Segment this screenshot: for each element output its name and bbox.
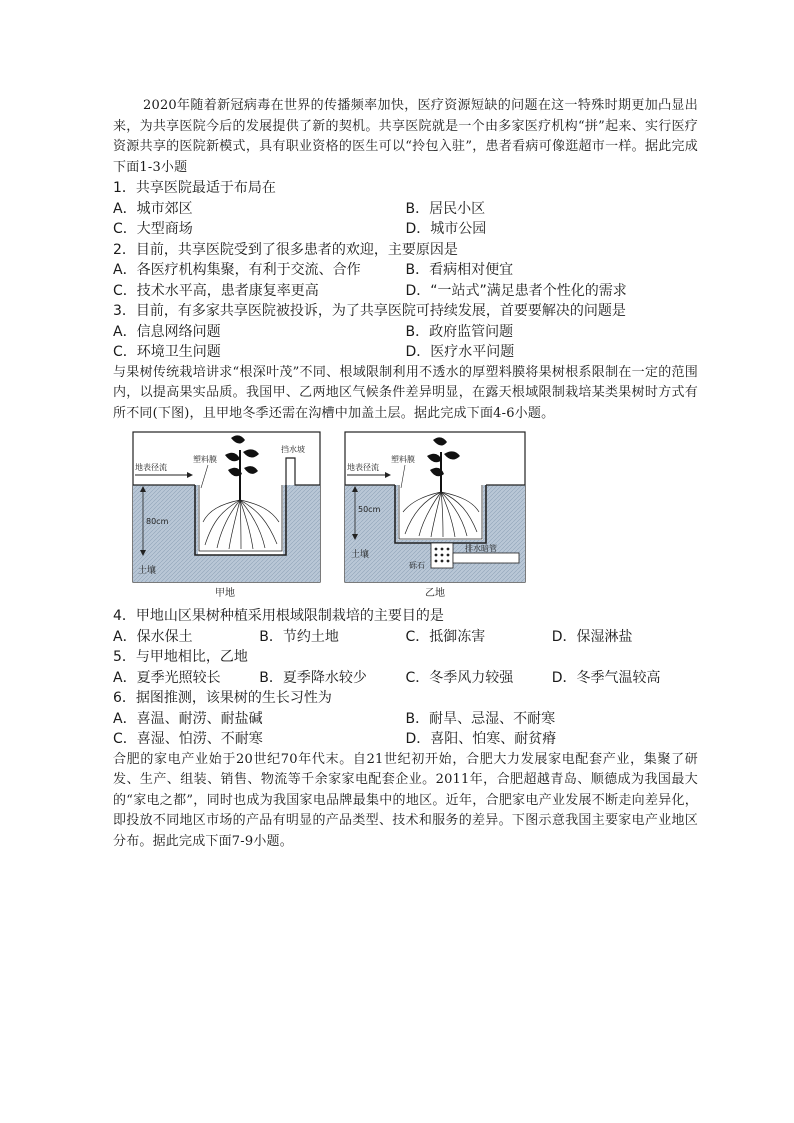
passage-2: 与果树传统栽培讲求“根深叶茂”不同、根域限制利用不透水的厚塑料膜将果树根系限制在一定的范围内，以提高果实品质。我国甲、乙两地区气候条件差异明显，在露天根域限制栽培某类果树时方式有所不同(下图)，且甲地冬季还需在沟槽中加盖土层。据此完成下面4-6小题。 [113, 364, 698, 421]
option: C．大型商场 [113, 221, 193, 237]
question-group-2 [113, 606, 698, 750]
question-3-stem: 3．目前，有多家共享医院被投诉，为了共享医院可持续发展，首要要解决的问题是 [113, 303, 626, 319]
label-soil-right: 土壤 [351, 550, 370, 560]
option: B．政府监管问题 [405, 323, 514, 340]
option: A．各医疗机构集聚，有利于交流、合作 [113, 262, 361, 278]
question-6-options [113, 709, 698, 750]
panel-left [133, 432, 320, 582]
option: A．城市郊区 [113, 200, 193, 217]
option: C．环境卫生问题 [113, 344, 221, 360]
label-plastic-left: 塑料膜 [193, 455, 217, 464]
option: B．看病相对便宜 [405, 262, 514, 278]
panel-right [345, 432, 525, 582]
option: D．“一站式”满足患者个性化的需求 [405, 282, 627, 299]
option: B．夏季降水较少 [259, 669, 367, 686]
label-gravel-right: 砾石 [409, 561, 425, 570]
label-depth-left: 80cm [146, 517, 169, 526]
question-5-options [113, 668, 698, 689]
option: C．喜湿、怕涝、不耐寒 [113, 731, 263, 747]
question-4-options [113, 627, 698, 648]
figure-svg [113, 430, 698, 602]
question-5-stem: 5．与甲地相比，乙地 [113, 649, 248, 665]
label-depth-right: 50cm [358, 505, 381, 514]
option: A．喜温、耐涝、耐盐碱 [113, 710, 263, 727]
question-6-stem: 6．据图推测，该果树的生长习性为 [113, 690, 332, 706]
option: D．城市公园 [405, 221, 487, 237]
option: C．技术水平高，患者康复率更高 [113, 282, 319, 299]
label-cover-left: 挡水坡 [281, 445, 305, 454]
question-3-options [113, 322, 698, 363]
question-group-1 [113, 178, 698, 363]
label-drain-right: 排水暗管 [465, 544, 497, 553]
option: A．保水保土 [113, 628, 193, 645]
option: A．夏季光照较长 [113, 669, 221, 686]
label-runoff-left: 地表径流 [135, 463, 167, 472]
question-4-stem: 4．甲地山区果树种植采用根域限制栽培的主要目的是 [113, 608, 444, 624]
question-2-options [113, 260, 698, 301]
label-plastic-right: 塑料膜 [391, 455, 415, 464]
option: B．居民小区 [405, 200, 486, 217]
passage-1: 2020年随着新冠病毒在世界的传播频率加快，医疗资源短缺的问题在这一特殊时期更加凸显出来，为共享医院今后的发展提供了新的契机。共享医院就是一个由多家医疗机构“拼”起来、实行医疗资源共享的医院新模式，具有职业资格的医生可以“拎包入驻”，患者看病可像逛超市一样。据此完成下面1-3小题 [113, 98, 698, 175]
option: B．节约土地 [259, 628, 339, 645]
option: D．冬季气温较高 [551, 669, 661, 686]
caption-left: 甲地 [215, 588, 235, 599]
question-2-stem: 2．目前，共享医院受到了很多患者的欢迎，主要原因是 [113, 241, 458, 258]
passage-3: 合肥的家电产业始于20世纪70年代末。自21世纪初开始，合肥大力发展家电配套产业，集聚了研发、生产、组装、销售、物流等千余家家电配套企业。2011年，合肥超越青岛、顺德成为我国最大的“家电之都”，同时也成为我国家电品牌最集中的地区。近年，合肥家电产业发展不断走向差异化，即投放不同地区市场的产品有明显的产品类型、技术和服务的差异。下图示意我国主要家电产业地区分布。据此完成下面7-9小题。 [113, 751, 698, 849]
exam-page [113, 96, 698, 852]
option: D．喜阳、怕寒、耐贫瘠 [405, 731, 557, 747]
option: A．信息网络问题 [113, 323, 221, 340]
option: C．抵御冻害 [405, 628, 486, 645]
option: B．耐旱、忌湿、不耐寒 [405, 710, 556, 727]
question-1-options [113, 199, 698, 240]
label-soil-left: 土壤 [138, 566, 157, 576]
option: D．保湿淋盐 [551, 628, 633, 645]
question-1-stem: 1．共享医院最适于布局在 [113, 180, 276, 196]
option: C．冬季风力较强 [405, 669, 514, 686]
label-runoff-right: 地表径流 [347, 463, 379, 472]
root-restriction-figure [113, 430, 698, 602]
caption-right: 乙地 [425, 588, 445, 599]
option: D．医疗水平问题 [405, 344, 515, 360]
